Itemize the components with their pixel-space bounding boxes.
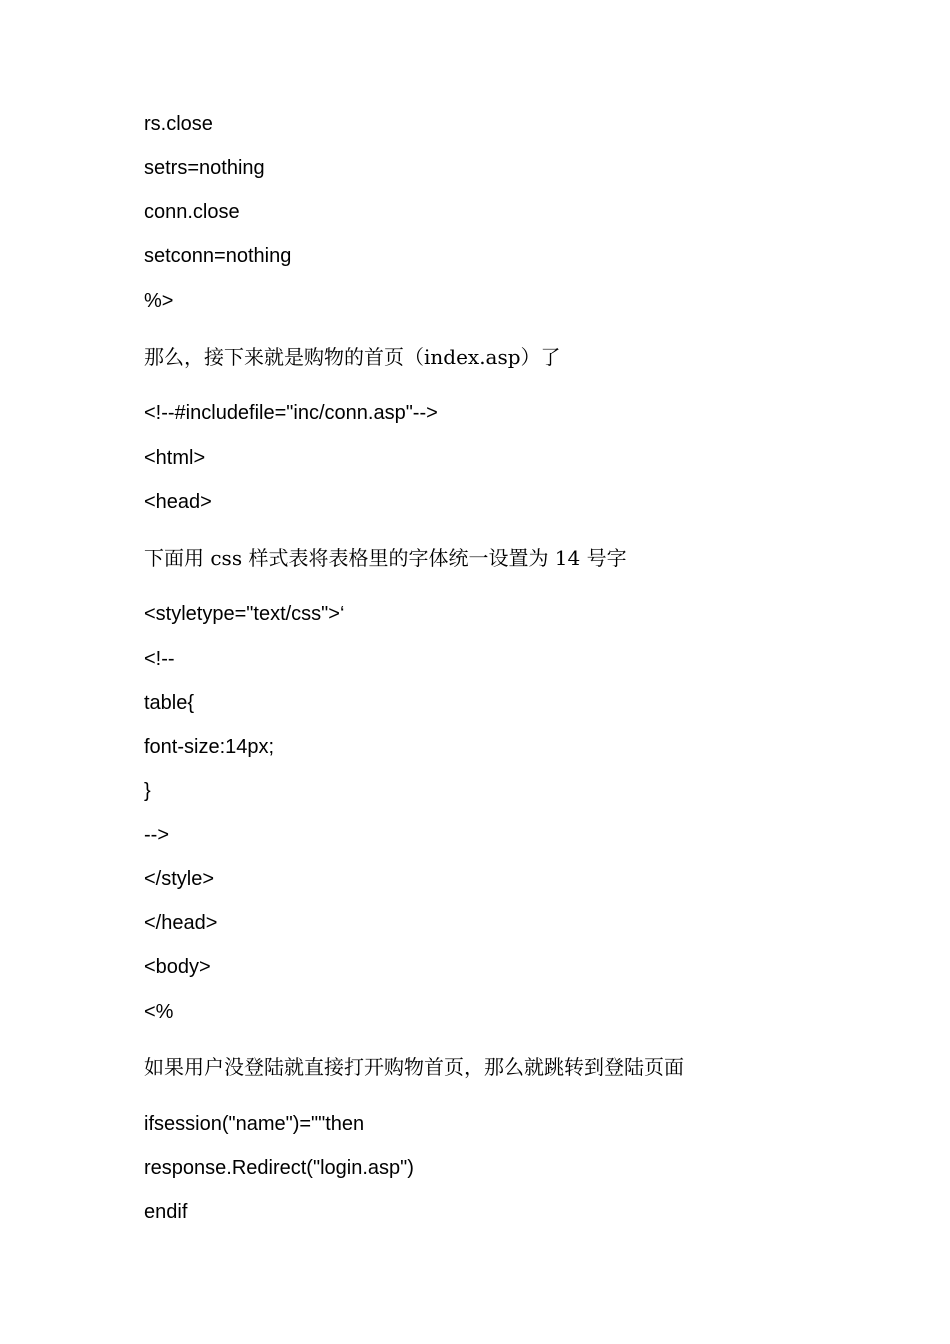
code-line: <body> (144, 956, 211, 978)
code-line: <% (144, 1001, 174, 1023)
description-text: 如果用户没登陆就直接打开购物首页，那么就跳转到登陆页面 (144, 1055, 684, 1079)
code-line: response.Redirect("login.asp") (144, 1157, 414, 1179)
code-line: </head> (144, 912, 218, 934)
code-line: <!--#includefile="inc/conn.asp"--> (144, 402, 438, 424)
code-line: <html> (144, 447, 206, 469)
code-line: %> (144, 290, 174, 312)
code-line: <!-- (144, 648, 175, 670)
description-text: 下面用 css 样式表将表格里的字体统一设置为 14 号字 (144, 546, 627, 570)
code-line: conn.close (144, 201, 240, 223)
code-line: <head> (144, 491, 212, 513)
code-line: setconn=nothing (144, 245, 292, 267)
code-line: setrs=nothing (144, 157, 265, 179)
code-line: --> (144, 824, 169, 846)
code-line: <styletype="text/css">‘ (144, 603, 345, 625)
code-line: rs.close (144, 113, 213, 135)
code-line: endif (144, 1201, 188, 1223)
code-line: ifsession("name")=""then (144, 1113, 365, 1135)
code-line: </style> (144, 868, 215, 890)
code-line: font-size:14px; (144, 736, 275, 758)
code-line: table{ (144, 692, 195, 714)
description-text: 那么，接下来就是购物的首页（index.asp）了 (144, 345, 561, 369)
code-line: } (144, 780, 151, 802)
